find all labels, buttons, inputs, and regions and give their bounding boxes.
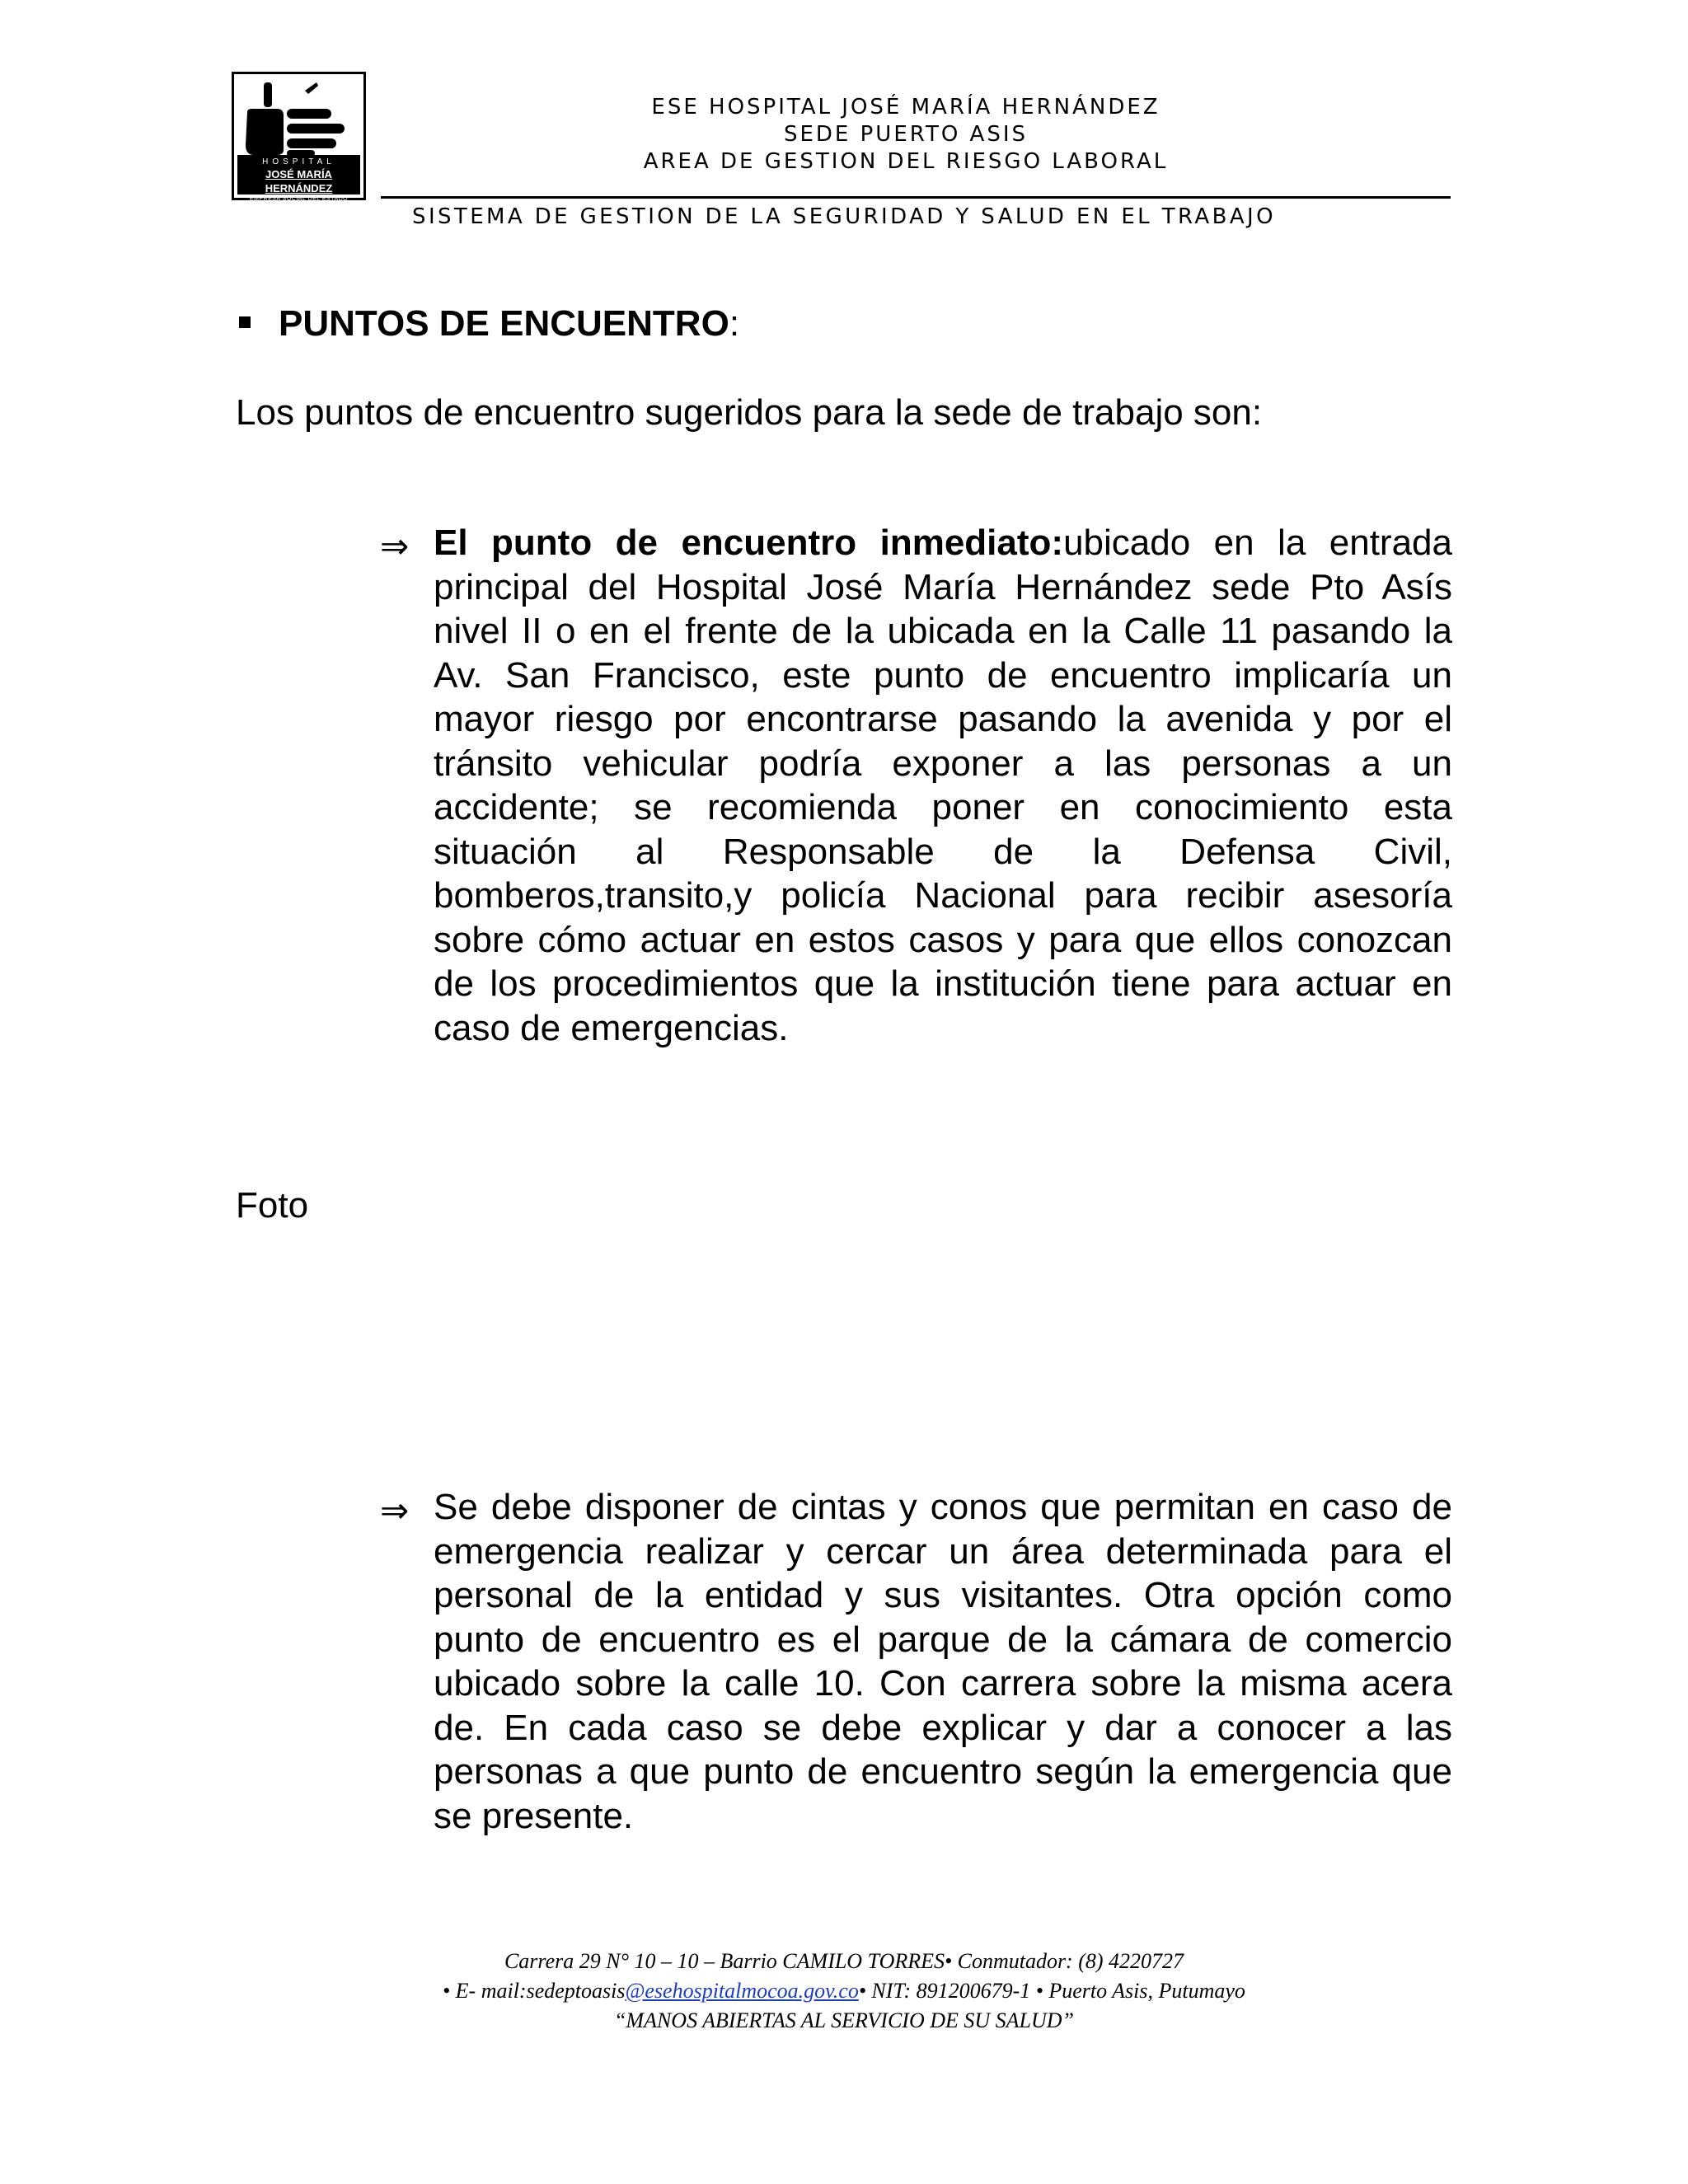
- header-sede: SEDE PUERTO ASIS: [783, 122, 1029, 147]
- paragraph-lead: El punto de encuentro inmediato:: [434, 523, 1064, 563]
- logo-line-entity: EMPRESA SOCIAL DEL ESTADO: [249, 196, 349, 202]
- footer-contact: [0, 1976, 1688, 2006]
- meeting-point-paragraph-2: [434, 1485, 1452, 1838]
- footer-nit-location: • NIT: 891200679-1 • Puerto Asis, Putumayo: [858, 1979, 1245, 2003]
- paragraph-body: ubicado en la entrada principal del Hospital José María Hernández sede Pto Asís nivel II o en el frente de la ubicada en la Calle 11 pasando la Av. San Francisco, este punto de encuentro implicaría un mayor riesgo por encontrarse pasando la avenida y por el tránsito vehicular podría exponer a las personas a un accidente; se recomienda poner en conocimiento esta situación al Responsable de la Defensa Civil, bomberos,transito,y policía Nacional para recibir asesoría sobre cómo actuar en estos casos y para que ellos conozcan de los procedimientos que la institución tiene para actuar en caso de emergencias.: [434, 523, 1452, 1048]
- intro-paragraph: Los puntos de encuentro sugeridos para la sede de trabajo son:: [236, 392, 1263, 433]
- meeting-point-paragraph-1: [434, 521, 1452, 1050]
- header-system-title: SISTEMA DE GESTION DE LA SEGURIDAD Y SALUD EN EL TRABAJO: [412, 204, 1276, 229]
- photo-label: Foto: [236, 1185, 309, 1226]
- footer-address: Carrera 29 N° 10 – 10 – Barrio CAMILO TORRES• Conmutador: (8) 4220727: [504, 1949, 1184, 1973]
- footer-email-link[interactable]: @esehospitalmocoa.gov.co: [625, 1979, 859, 2003]
- section-heading: [236, 302, 739, 346]
- section-title-colon: :: [729, 303, 740, 344]
- header-divider: [381, 196, 1451, 199]
- section-title: PUNTOS DE ENCUENTRO: [279, 303, 729, 344]
- double-arrow-icon: ⇒: [380, 526, 410, 566]
- square-bullet-icon: [239, 316, 251, 328]
- logo-line-hospital: HOSPITAL: [262, 157, 335, 166]
- footer-slogan: “MANOS ABIERTAS AL SERVICIO DE SU SALUD”: [613, 2008, 1075, 2032]
- paragraph-body: Se debe disponer de cintas y conos que permitan en caso de emergencia realizar y cercar un área determinada para el personal de la entidad y sus visitantes. Otra opción como punto de encuentro es el parque de la cámara de comercio ubicado sobre la calle 10. Con carrera sobre la misma acera de. En cada caso se debe explicar y dar a conocer a las personas a que punto de encuentro según la emergencia que se presente.: [434, 1487, 1452, 1836]
- logo-line-name: JOSÉ MARÍA HERNÁNDEZ: [265, 168, 333, 194]
- header-area: AREA DE GESTION DEL RIESGO LABORAL: [643, 149, 1169, 174]
- double-arrow-icon: ⇒: [380, 1490, 410, 1530]
- footer-email-prefix: • E- mail:sedeptoasis: [443, 1979, 626, 2003]
- header-hospital-name: ESE HOSPITAL JOSÉ MARÍA HERNÁNDEZ: [651, 95, 1160, 120]
